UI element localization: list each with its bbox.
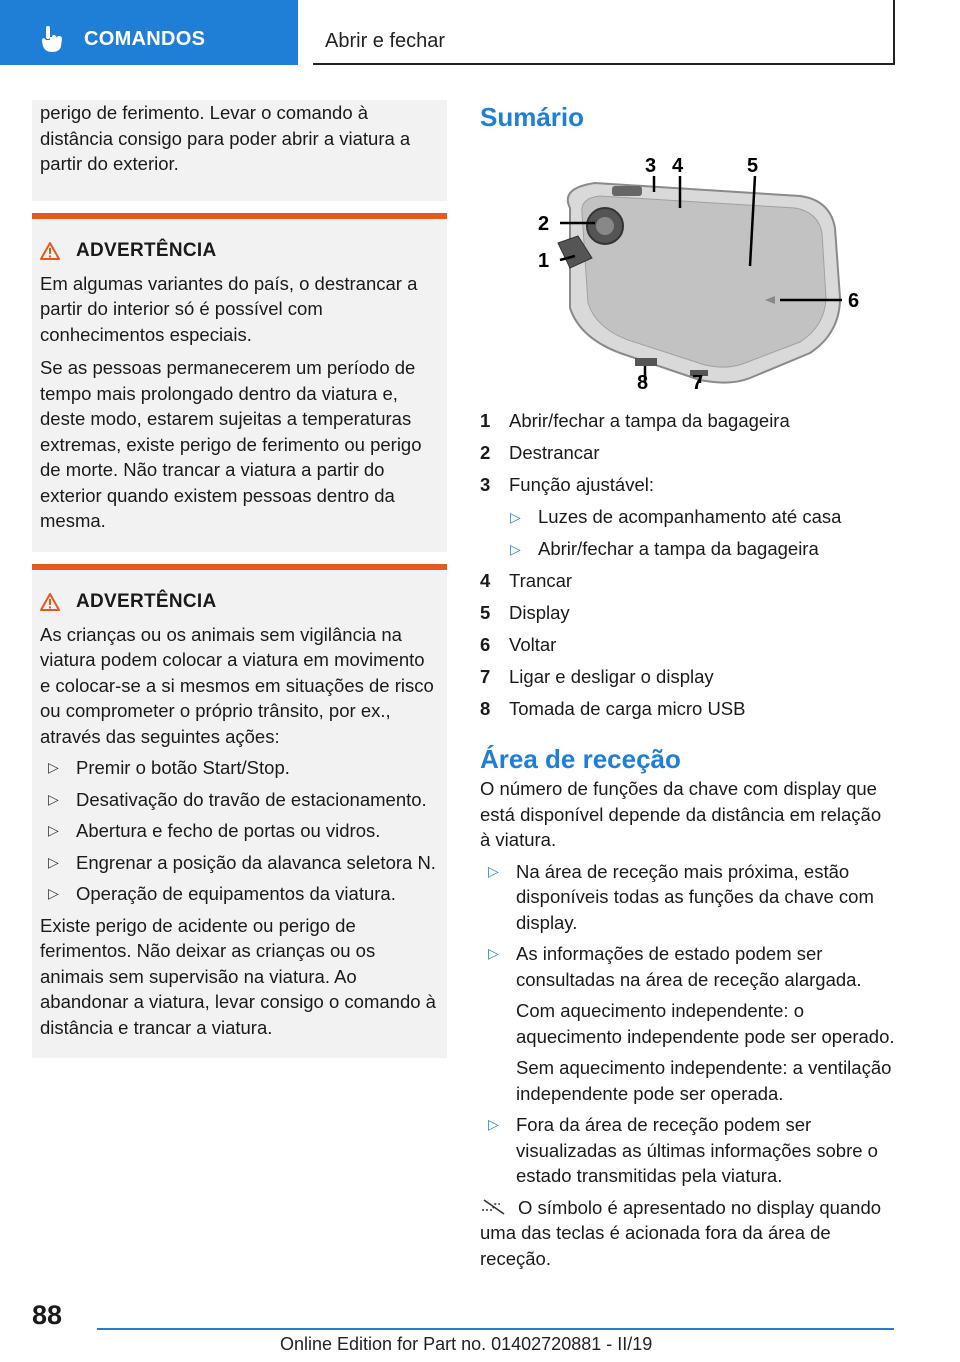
- note-text: perigo de ferimento. Levar o comando à distância consigo para poder abrir a viatura a partir do exterior.: [40, 102, 411, 174]
- symbol-note: O símbolo é apresentado no display quando uma das teclas é acionada fora da área de receção.: [480, 1196, 882, 1269]
- warning-box-2: [32, 564, 447, 1059]
- figure-label: 5: [747, 155, 759, 177]
- list-item: 8 Tomada de carga micro USB: [480, 698, 746, 719]
- list-item: 1 Abrir/fechar a tampa da bagageira: [480, 410, 790, 431]
- left-column: [32, 100, 447, 1058]
- list-item: ▷ Na área de receção mais próxima, estão disponíveis todas as funções da chave com display.: [488, 860, 874, 933]
- list-item: ▷ As informações de estado podem ser consultadas na área de receção alargada. Com aquecimento independente: o aquecimento independente pode ser operado. Sem aquecimento independente: a ventilação independente pode ser operada.: [480, 941, 895, 1106]
- list-item: 4 Trancar: [480, 570, 573, 591]
- out-of-range-icon: [480, 1198, 512, 1216]
- sub-list: [480, 504, 895, 562]
- warning-text: Se as pessoas permanecerem um período de tempo mais prolongado dentro da viatura e, deste modo, estarem sujeitas a temperaturas extremas, existe perigo de ferimento ou perigo de morte. Não trancar a viatura a partir do exterior quando existem pessoas dentro da mesma.: [40, 357, 422, 531]
- warning-triangle-icon: [40, 593, 60, 611]
- warning-text: Em algumas variantes do país, o destrancar a partir do interior só é possível com conhecimentos especiais.: [40, 272, 418, 345]
- list-item: ▷ Fora da área de receção podem ser visualizadas as últimas informações sobre o estado transmitidas pela viatura.: [488, 1114, 878, 1186]
- triangle-bullet-icon: ▷: [48, 822, 59, 838]
- hand-icon: [40, 26, 64, 52]
- triangle-bullet-icon: ▷: [488, 862, 499, 879]
- figure-label: 6: [848, 290, 860, 312]
- list-item: 3 Função ajustável: ▷ Luzes de acompanhamento até casa ▷ Abrir/fechar a tampa da bagageira: [480, 472, 895, 562]
- warning-title: ADVERTÊNCIA: [76, 590, 217, 612]
- section-title: COMANDOS: [84, 28, 206, 50]
- triangle-bullet-icon: ▷: [48, 853, 59, 870]
- list-item: 2 Destrancar: [480, 442, 600, 463]
- figure-label: 4: [672, 155, 684, 177]
- warning-list: [40, 755, 439, 907]
- key-legend-list: [480, 408, 895, 722]
- edition-note: Online Edition for Part no. 01402720881 - II/19: [280, 1334, 653, 1354]
- warning-text: As crianças ou os animais sem vigilância na viatura podem colocar a viatura em movimento e colocar-se a si mesmos em situações de risco ou comprometer o próprio trânsito, por ex., através das seguintes ações:: [40, 623, 434, 747]
- triangle-bullet-icon: ▷: [488, 1116, 499, 1132]
- triangle-bullet-icon: ▷: [488, 945, 499, 961]
- warning-box-1: [32, 213, 447, 552]
- list-item: ▷ Engrenar a posição da alavanca seletora N.: [40, 850, 439, 876]
- list-item: 6 Voltar: [480, 634, 557, 655]
- list-item: 7 Ligar e desligar o display: [480, 666, 714, 687]
- list-item: ▷ Abrir/fechar a tampa da bagageira: [480, 536, 895, 562]
- warning-header: [40, 590, 439, 614]
- list-item: ▷ Desativação do travão de estacionamento.: [40, 787, 439, 813]
- triangle-bullet-icon: ▷: [510, 509, 521, 525]
- reception-list: [480, 859, 895, 1189]
- figure-label: 2: [538, 213, 550, 235]
- warning-text: Existe perigo de acidente ou perigo de ferimentos. Não deixar as crianças ou os animais sem supervisão na viatura. Ao abandonar a viatura, levar consigo o comando à distância e trancar a viatura.: [40, 914, 436, 1038]
- list-item: ▷ Operação de equipamentos da viatura.: [40, 881, 439, 907]
- warning-triangle-icon: [40, 242, 60, 260]
- list-item-detail: Com aquecimento independente: o aquecimento independente pode ser operado.: [516, 1000, 895, 1047]
- summary-heading: Sumário: [480, 102, 585, 132]
- triangle-bullet-icon: ▷: [48, 790, 59, 807]
- section-tab[interactable]: [0, 0, 298, 65]
- warning-header: [40, 239, 439, 263]
- page-number: 88: [32, 1300, 63, 1330]
- figure-label: 3: [645, 155, 657, 177]
- note-box: [32, 100, 447, 201]
- list-item: ▷ Luzes de acompanhamento até casa: [480, 504, 895, 530]
- right-column: [480, 100, 895, 1271]
- triangle-bullet-icon: ▷: [510, 541, 521, 557]
- list-item: ▷ Abertura e fecho de portas ou vidros.: [40, 818, 439, 844]
- warning-title: ADVERTÊNCIA: [76, 239, 217, 261]
- footer-divider: [97, 1328, 894, 1330]
- list-item: 5 Display: [480, 602, 570, 623]
- display-key-figure: [500, 148, 880, 393]
- figure-label: 8: [637, 372, 649, 393]
- reception-intro: O número de funções da chave com display que está disponível depende da distância em relação à viatura.: [480, 778, 882, 850]
- list-item-detail: Sem aquecimento independente: a ventilação independente pode ser operada.: [516, 1057, 892, 1104]
- chapter-header: [313, 0, 895, 65]
- figure-label: 1: [538, 250, 550, 272]
- reception-heading: Área de receção: [480, 744, 681, 774]
- triangle-bullet-icon: ▷: [48, 759, 59, 775]
- chapter-title: Abrir e fechar: [325, 30, 446, 52]
- figure-label: 7: [692, 372, 704, 393]
- triangle-bullet-icon: ▷: [48, 885, 59, 901]
- list-item: ▷ Premir o botão Start/Stop.: [40, 755, 439, 781]
